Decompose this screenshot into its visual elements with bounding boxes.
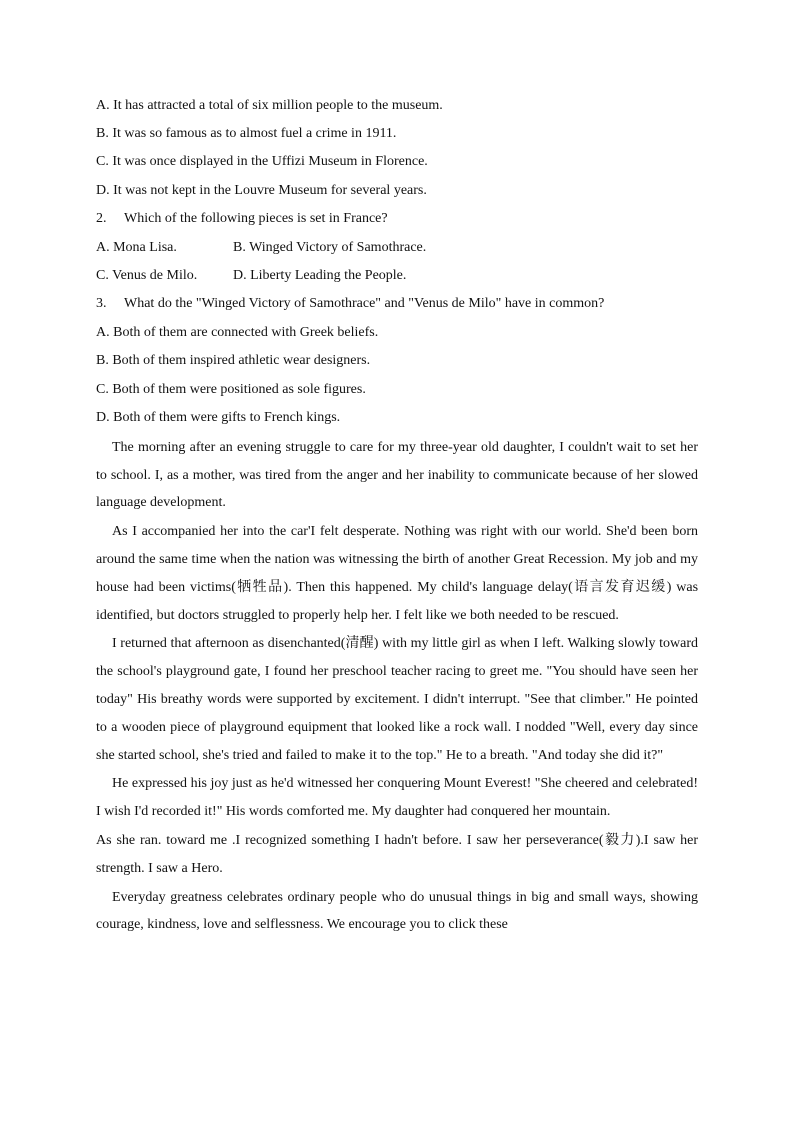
q2-options-row-1	[96, 236, 698, 264]
q2-option-c: C. Venus de Milo.	[96, 267, 198, 283]
question-2	[96, 207, 698, 236]
q1-option-c: C. It was once displayed in the Uffizi Museum in Florence.	[96, 154, 428, 170]
chinese-gloss-perseverance: 毅力	[603, 832, 636, 849]
passage-paragraph-1: The morning after an evening struggle to care for my three-year old daughter, I couldn't wait to set her to school. I, as a mother, was tired from the anger and her inability to communicate because of her slowed language development.	[96, 439, 698, 511]
q3-option-d: D. Both of them were gifts to French kings.	[96, 409, 341, 425]
paragraph-3-text-a: I returned that afternoon as disenchanted(	[112, 636, 346, 652]
question-3	[96, 292, 698, 321]
passage-paragraph-4: He expressed his joy just as he'd witnessed her conquering Mount Everest! "She cheered and celebrated! I wish I'd recorded it!" His words comforted me. My daughter had conquered her mountain.	[96, 776, 698, 820]
paragraph-5-text-a: As she ran. toward me .I recognized something I hadn't before. I saw her perseverance(	[96, 833, 604, 849]
chinese-gloss-disenchanted: 清醒	[345, 635, 374, 652]
document-content	[96, 94, 698, 940]
paragraph-2-text-b: ). Then this happened. My child's language delay(	[283, 579, 573, 595]
chinese-gloss-language-delay: 语言发育迟缓	[572, 578, 667, 595]
passage-paragraph-5	[96, 827, 698, 883]
question-3-text: What do the "Winged Victory of Samothrace" and "Venus de Milo" have in common?	[124, 296, 605, 312]
q2-options-row-2	[96, 264, 698, 292]
q1-option-d: D. It was not kept in the Louvre Museum for several years.	[96, 182, 427, 198]
chinese-gloss-victims: 牺牲品	[235, 578, 284, 595]
paragraph-3-text-b: ) with my little girl as when I left. Walking slowly toward the school's playground gate, I found her preschool teacher racing to greet me. "You should have seen her today" His breathy words were supported by excitement. I didn't interrupt. "See that climber." He pointed to a wooden piece of playground equipment that looked like a rock wall. I nodded "Well, every day since she started school, she's tried and failed to make it to the top." He to a breath. "And today she did it?"	[96, 636, 698, 763]
q1-option-b: B. It was so famous as to almost fuel a crime in 1911.	[96, 126, 397, 142]
q3-option-c: C. Both of them were positioned as sole figures.	[96, 381, 366, 397]
passage-paragraph-6: Everyday greatness celebrates ordinary people who do unusual things in big and small ways, showing courage, kindness, love and selflessness. We encourage you to click these	[96, 889, 698, 933]
paragraph-2-text-a: As I accompanied her into the car'I felt desperate. Nothing was right with our world. She'd been born around the same time when the nation was witnessing the birth of another Great Recession. My job and my house had been victims(	[96, 524, 698, 595]
q1-option-a: A. It has attracted a total of six million people to the museum.	[96, 98, 443, 113]
q3-option-b: B. Both of them inspired athletic wear designers.	[96, 353, 371, 369]
paragraph-5-text-b: ).I saw her strength. I saw a Hero.	[96, 833, 699, 876]
question-3-number: 3.	[96, 296, 107, 312]
q2-option-d: D. Liberty Leading the People.	[233, 267, 407, 283]
paragraph-2-text-c: ) was identified, but doctors struggled to properly help her. I felt like we both needed to be rescued.	[96, 579, 699, 623]
passage-paragraph-2	[96, 518, 698, 629]
question-2-number: 2.	[96, 210, 107, 226]
q2-option-b: B. Winged Victory of Samothrace.	[233, 239, 427, 255]
question-2-text: Which of the following pieces is set in France?	[124, 210, 388, 226]
q3-option-a: A. Both of them are connected with Greek beliefs.	[96, 325, 379, 341]
passage-paragraph-3	[96, 630, 698, 769]
q2-option-a: A. Mona Lisa.	[96, 239, 177, 255]
